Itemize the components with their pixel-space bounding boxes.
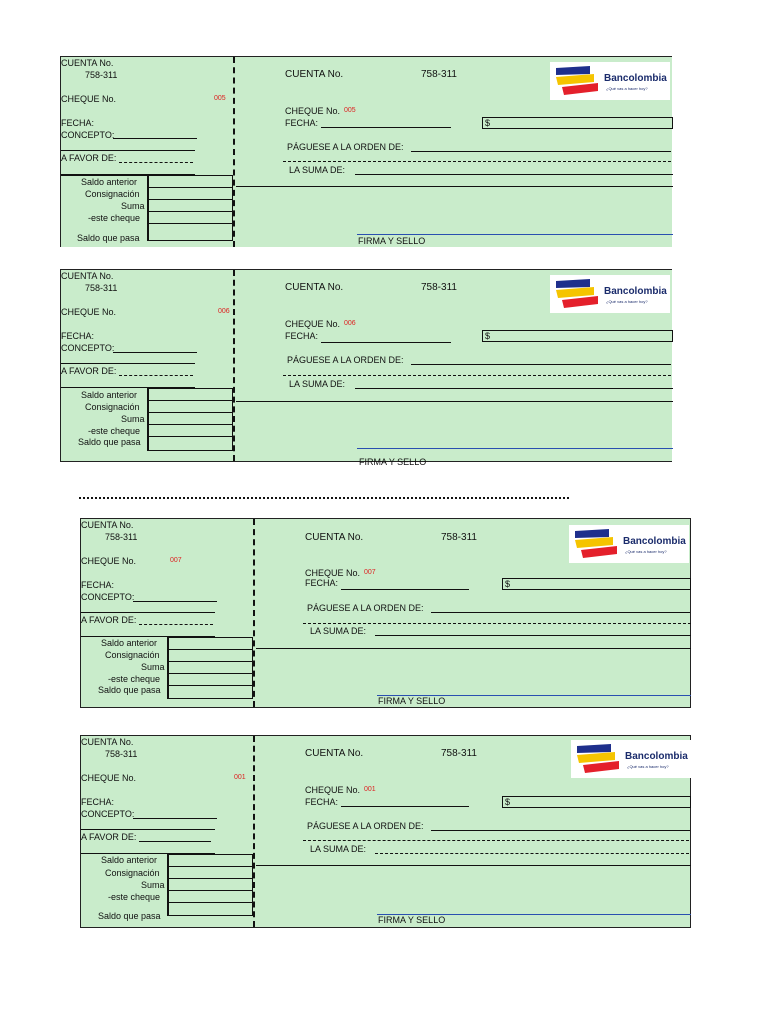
stub-favor-label: A FAVOR DE:: [61, 366, 117, 376]
cheque-number: 005: [344, 107, 356, 114]
este-cheque-label: -este cheque: [108, 892, 161, 902]
suma-label: Suma: [141, 662, 165, 672]
la-suma-label: LA SUMA DE:: [289, 165, 346, 175]
cheque-number: 007: [364, 569, 376, 576]
bancolombia-logo-icon: [550, 275, 604, 311]
bancolombia-logo: [550, 62, 670, 100]
consignacion-label: Consignación: [105, 650, 160, 660]
stub-fecha-label: FECHA:: [61, 118, 95, 128]
paguese-line[interactable]: [411, 364, 671, 365]
bancolombia-logo-icon: [569, 525, 623, 561]
stub-cheque-number: 007: [170, 557, 182, 564]
stub-concepto-label: CONCEPTO:: [61, 343, 115, 353]
paguese-label: PÁGUESE A LA ORDEN DE:: [307, 821, 424, 831]
concepto-line-2[interactable]: [61, 363, 195, 364]
stub-fecha-label: FECHA:: [61, 331, 95, 341]
este-cheque-label: -este cheque: [88, 426, 141, 436]
consignacion-label: Consignación: [85, 402, 140, 412]
stub-favor-label: A FAVOR DE:: [81, 615, 137, 625]
stub-cheque-number: 001: [234, 774, 246, 781]
este-cheque-label: -este cheque: [108, 674, 161, 684]
firma-label: FIRMA Y SELLO: [378, 915, 446, 925]
stub-cuenta-label: CUENTA No.: [61, 58, 114, 68]
logo-brand: Bancolombia: [604, 73, 667, 84]
firma-line[interactable]: [357, 234, 673, 235]
concepto-line-2[interactable]: [81, 829, 215, 830]
favor-line[interactable]: [119, 375, 193, 376]
logo-brand: Bancolombia: [604, 286, 667, 297]
cuenta-label: CUENTA No.: [305, 748, 364, 759]
saldo-anterior-label: Saldo anterior: [81, 177, 138, 187]
perforation-line: [233, 270, 235, 461]
balance-row-line: [167, 866, 253, 867]
balance-row-line: [147, 424, 233, 425]
stub-cheque-label: CHEQUE No.: [61, 94, 117, 104]
cuenta-label: CUENTA No.: [305, 532, 364, 543]
concepto-line[interactable]: [133, 818, 217, 819]
stub-cheque-label: CHEQUE No.: [81, 556, 137, 566]
dollar-sign: $: [505, 579, 511, 589]
paguese-line-2[interactable]: [303, 623, 691, 624]
la-suma-line-2[interactable]: [236, 186, 673, 187]
bancolombia-logo: [571, 740, 691, 778]
balance-box[interactable]: [147, 388, 233, 451]
fecha-label: FECHA:: [285, 331, 319, 341]
check-007: [80, 518, 691, 708]
fecha-label: FECHA:: [285, 118, 319, 128]
paguese-line-2[interactable]: [303, 840, 689, 841]
bancolombia-logo: [569, 525, 689, 563]
balance-row-line: [167, 902, 253, 903]
consignacion-label: Consignación: [105, 868, 160, 878]
saldo-pasa-label: Saldo que pasa: [98, 911, 161, 921]
suma-label: Suma: [121, 414, 145, 424]
stub-account-number: 758-311: [105, 532, 138, 542]
stub-cheque-label: CHEQUE No.: [81, 773, 137, 783]
concepto-line[interactable]: [133, 601, 217, 602]
favor-line[interactable]: [139, 624, 213, 625]
stub-concepto-label: CONCEPTO:: [81, 809, 135, 819]
suma-label: Suma: [141, 880, 165, 890]
favor-line[interactable]: [119, 162, 193, 163]
la-suma-line[interactable]: [375, 853, 689, 854]
la-suma-line-2[interactable]: [236, 401, 673, 402]
saldo-pasa-label: Saldo que pasa: [77, 233, 140, 243]
cheque-label: CHEQUE No.: [285, 319, 341, 329]
paguese-line[interactable]: [431, 830, 690, 831]
balance-box[interactable]: [147, 175, 233, 241]
saldo-pasa-label: Saldo que pasa: [78, 437, 141, 447]
la-suma-label: LA SUMA DE:: [310, 626, 367, 636]
firma-line[interactable]: [357, 448, 673, 449]
balance-row-line: [147, 400, 233, 401]
balance-row-line: [147, 436, 233, 437]
favor-line[interactable]: [139, 841, 211, 842]
stub-favor-label: A FAVOR DE:: [81, 832, 137, 842]
cut-line: [79, 497, 569, 499]
balance-row-line: [167, 661, 253, 662]
balance-row-line: [147, 199, 233, 200]
fecha-label: FECHA:: [305, 578, 339, 588]
check-006: [60, 269, 672, 467]
perforation-line: [253, 736, 255, 927]
logo-tagline: ¿Qué vas a hacer hoy?: [606, 299, 648, 304]
account-number: 758-311: [421, 69, 457, 80]
balance-row-line: [167, 649, 253, 650]
concepto-line[interactable]: [113, 138, 197, 139]
saldo-anterior-label: Saldo anterior: [101, 638, 158, 648]
stub-cheque-label: CHEQUE No.: [61, 307, 117, 317]
balance-row-line: [147, 211, 233, 212]
concepto-line-2[interactable]: [61, 150, 195, 151]
balance-row-line: [167, 685, 253, 686]
la-suma-line-2[interactable]: [256, 648, 691, 649]
paguese-line-2[interactable]: [283, 375, 671, 376]
firma-label: FIRMA Y SELLO: [378, 696, 446, 706]
stub-concepto-label: CONCEPTO:: [81, 592, 135, 602]
amount-box[interactable]: [502, 796, 691, 808]
balance-row-line: [167, 878, 253, 879]
la-suma-line-2[interactable]: [256, 865, 691, 866]
dollar-sign: $: [485, 331, 491, 341]
fecha-line[interactable]: [321, 127, 451, 128]
stub-fecha-label: FECHA:: [81, 580, 115, 590]
paguese-label: PÁGUESE A LA ORDEN DE:: [287, 355, 404, 365]
saldo-anterior-label: Saldo anterior: [81, 390, 138, 400]
la-suma-label: LA SUMA DE:: [310, 844, 367, 854]
suma-label: Suma: [121, 201, 145, 211]
balance-box[interactable]: [167, 854, 253, 916]
paguese-label: PÁGUESE A LA ORDEN DE:: [287, 142, 404, 152]
concepto-line-2[interactable]: [81, 612, 215, 613]
cuenta-label: CUENTA No.: [285, 282, 344, 293]
fecha-label: FECHA:: [305, 797, 339, 807]
balance-row-line: [167, 673, 253, 674]
paguese-label: PÁGUESE A LA ORDEN DE:: [307, 603, 424, 613]
stub-cuenta-label: CUENTA No.: [81, 520, 134, 530]
stub-cuenta-label: CUENTA No.: [61, 271, 114, 281]
bancolombia-logo-icon: [571, 740, 625, 776]
fecha-line[interactable]: [321, 342, 451, 343]
stub-account-number: 758-311: [85, 70, 118, 80]
check-001: [80, 735, 691, 928]
amount-box[interactable]: [482, 117, 673, 129]
stub-cuenta-label: CUENTA No.: [81, 737, 134, 747]
balance-row-line: [167, 890, 253, 891]
check-005: [60, 56, 672, 247]
firma-label: FIRMA Y SELLO: [359, 457, 427, 467]
balance-row-line: [147, 412, 233, 413]
este-cheque-label: -este cheque: [88, 213, 141, 223]
stub-concepto-label: CONCEPTO:: [61, 130, 115, 140]
balance-row-line: [147, 187, 233, 188]
la-suma-label: LA SUMA DE:: [289, 379, 346, 389]
cheque-label: CHEQUE No.: [305, 785, 361, 795]
fecha-line[interactable]: [341, 589, 469, 590]
paguese-line[interactable]: [431, 612, 690, 613]
logo-tagline: ¿Qué vas a hacer hoy?: [627, 764, 669, 769]
consignacion-label: Consignación: [85, 189, 140, 199]
stub-cheque-number: 005: [214, 95, 226, 102]
la-suma-line[interactable]: [355, 388, 673, 389]
bancolombia-logo: [550, 275, 670, 313]
cheque-label: CHEQUE No.: [305, 568, 361, 578]
cheque-label: CHEQUE No.: [285, 106, 341, 116]
dollar-sign: $: [505, 797, 511, 807]
logo-brand: Bancolombia: [623, 536, 686, 547]
account-number: 758-311: [421, 282, 457, 293]
amount-box[interactable]: [502, 578, 691, 590]
balance-box[interactable]: [167, 637, 253, 699]
stub-favor-label: A FAVOR DE:: [61, 153, 117, 163]
logo-brand: Bancolombia: [625, 751, 688, 762]
stub-account-number: 758-311: [105, 749, 138, 759]
balance-row-line: [147, 223, 233, 224]
concepto-line[interactable]: [113, 352, 197, 353]
perforation-line: [233, 57, 235, 247]
cuenta-label: CUENTA No.: [285, 69, 344, 80]
stub-fecha-label: FECHA:: [81, 797, 115, 807]
la-suma-line[interactable]: [355, 174, 673, 175]
bancolombia-logo-icon: [550, 62, 604, 98]
perforation-line: [253, 519, 255, 707]
stub-account-number: 758-311: [85, 283, 118, 293]
firma-label: FIRMA Y SELLO: [358, 236, 426, 246]
cheque-number: 001: [364, 786, 376, 793]
stub-cheque-number: 006: [218, 308, 230, 315]
saldo-pasa-label: Saldo que pasa: [98, 685, 161, 695]
paguese-line[interactable]: [411, 151, 671, 152]
account-number: 758-311: [441, 748, 477, 759]
la-suma-line[interactable]: [375, 635, 691, 636]
paguese-line-2[interactable]: [283, 161, 671, 162]
amount-box[interactable]: [482, 330, 673, 342]
dollar-sign: $: [485, 118, 491, 128]
cheque-number: 006: [344, 320, 356, 327]
fecha-line[interactable]: [341, 806, 469, 807]
saldo-anterior-label: Saldo anterior: [101, 855, 158, 865]
account-number: 758-311: [441, 532, 477, 543]
logo-tagline: ¿Qué vas a hacer hoy?: [606, 86, 648, 91]
logo-tagline: ¿Qué vas a hacer hoy?: [625, 549, 667, 554]
